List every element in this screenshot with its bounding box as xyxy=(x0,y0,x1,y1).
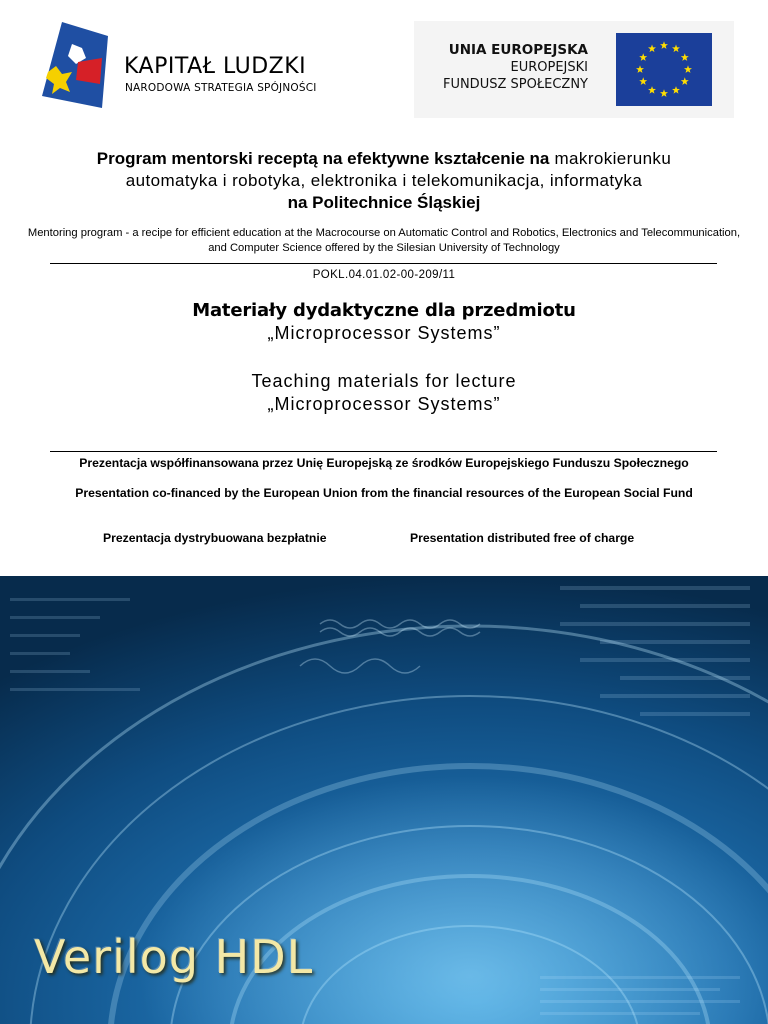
eu-logo-line2: EUROPEJSKI xyxy=(510,60,588,75)
kapital-ludzki-logo xyxy=(42,22,342,108)
cover-image xyxy=(0,576,768,1024)
kapital-ludzki-subtitle: NARODOWA STRATEGIA SPÓJNOŚCI xyxy=(125,82,317,94)
kapital-ludzki-title: KAPITAŁ LUDZKI xyxy=(124,54,307,79)
subject-polish: „Microprocessor Systems” xyxy=(267,323,501,343)
program-title-line2: automatyka i robotyka, elektronika i telekomunikacja, informatyka xyxy=(125,171,643,190)
cofinanced-polish: Prezentacja współfinansowana przez Unię Europejską ze środków Europejskiego Funduszu Społecznego xyxy=(79,456,689,470)
free-distribution-polish: Prezentacja dystrybuowana bezpłatnie xyxy=(103,531,327,545)
program-title-line1 xyxy=(0,148,768,170)
program-title-line1-rest: makrokierunku xyxy=(549,149,672,168)
project-code: POKL.04.01.02-00-209/11 xyxy=(312,269,456,281)
eu-flag-icon xyxy=(616,33,712,106)
program-title-line3-bold: na Politechnice Śląskiej xyxy=(287,193,481,212)
eu-logo-line3: FUNDUSZ SPOŁECZNY xyxy=(442,77,588,92)
materials-title-polish: Materiały dydaktyczne dla przedmiotu xyxy=(192,300,576,321)
cofinanced-english: Presentation co-financed by the European Union from the financial resources of the European Social Fund xyxy=(75,486,693,500)
cover-title: Verilog HDL xyxy=(34,930,314,984)
eu-logo-text xyxy=(443,41,588,93)
eu-logo-line1: UNIA EUROPEJSKA xyxy=(448,42,588,58)
free-distribution-english: Presentation distributed free of charge xyxy=(410,531,635,545)
mentoring-program-english: Mentoring program - a recipe for efficient education at the Macrocourse on Automatic Control and Robotics, Electronics and Telecommunication, and Computer Science offered by the Silesian University of Technology xyxy=(27,227,741,254)
program-title-line3 xyxy=(0,192,768,214)
program-title xyxy=(0,148,768,214)
subject-english: „Microprocessor Systems” xyxy=(267,394,501,414)
program-title-line1-bold: Program mentorski receptą na efektywne kształcenie na xyxy=(96,149,550,168)
kapital-ludzki-emblem-icon xyxy=(42,22,108,108)
materials-title-english: Teaching materials for lecture xyxy=(251,371,517,391)
eu-social-fund-logo xyxy=(414,21,734,118)
divider-bottom xyxy=(50,451,717,452)
divider-top xyxy=(50,263,717,264)
